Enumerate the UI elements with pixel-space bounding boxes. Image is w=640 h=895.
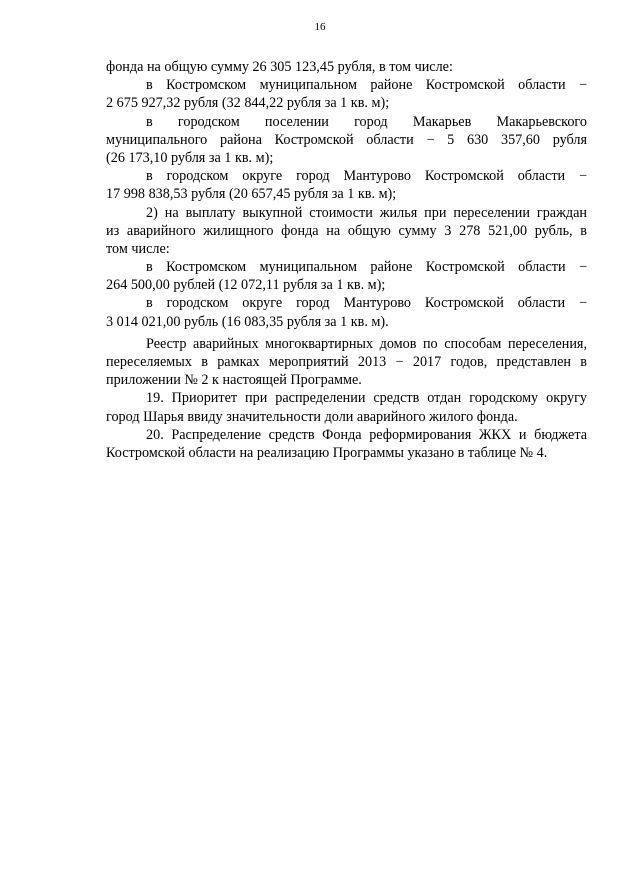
text-line: из аварийного жилищного фонда на общую сумму 3 278 521,00 рубль, в [106,222,587,239]
text-line: Костромской области на реализацию Программы указано в таблице № 4. [106,444,548,461]
text-line: в городском округе город Мантурово Костромской области − [146,168,587,185]
text-line: (26 173,10 рубля за 1 кв. м); [106,149,274,166]
text-line: в Костромском муниципальном районе Костромской области − [146,259,587,276]
text-line: Реестр аварийных многоквартирных домов по способам переселения, [146,335,587,352]
text-line: приложении № 2 к настоящей Программе. [106,372,362,389]
text-line: переселяемых в рамках мероприятий 2013 − 2017 годов, представлен в [106,354,587,370]
body-text [106,58,587,462]
text-line: город Шарья ввиду значительности доли аварийного жилого фонда. [106,408,518,425]
text-line: в Костромском муниципальном районе Костромской области − [146,77,587,94]
text-line: 2 675 927,32 рубля (32 844,22 рубля за 1 кв. м); [106,95,390,112]
text-line: 19. Приоритет при распределении средств отдан городскому округу [146,390,587,407]
text-line: в городском округе город Мантурово Костромской области − [146,295,587,312]
text-line: 2) на выплату выкупной стоимости жилья при переселении граждан [146,204,587,221]
text-line: муниципального района Костромской области − 5 630 357,60 рубля [106,131,587,148]
text-line: 264 500,00 рублей (12 072,11 рубля за 1 кв. м); [106,277,386,294]
text-line: 3 014 021,00 рубль (16 083,35 рубля за 1 кв. м). [106,313,389,330]
text-line: том числе: [106,240,170,257]
text-line: фонда на общую сумму 26 305 123,45 рубля, в том числе: [106,59,453,75]
text-line: в городском поселении город Макарьев Макарьевского [146,113,587,130]
text-line: 17 998 838,53 рубля (20 657,45 рубля за 1 кв. м); [106,186,397,203]
text-line: 20. Распределение средств Фонда реформирования ЖКХ и бюджета [146,426,587,443]
page-number: 16 [314,21,326,33]
